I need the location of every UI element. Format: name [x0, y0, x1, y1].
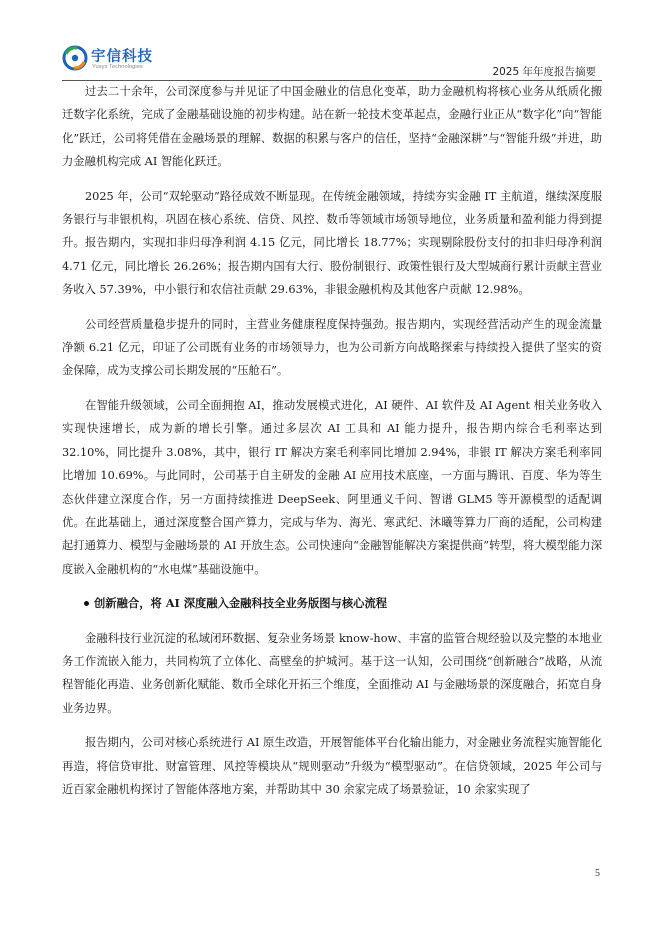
logo-mark-icon — [62, 45, 88, 71]
page-number: 5 — [595, 868, 600, 879]
paragraph: 金融科技行业沉淀的私域闭环数据、复杂业务场景 know-how、丰富的监管合规经验以及完整的本地业务工作流嵌入能力，共同构筑了立体化、高壁垒的护城河。基于这一认知，公司围绕“创新融合”战略，从流程智能化再造、业务创新化赋能、数币全球化开拓三个维度，全面推动 AI 与金融场景的深度融合，拓宽自身业务边界。 — [62, 631, 602, 715]
paragraph: 2025 年，公司“双轮驱动”路径成效不断显现。在传统金融领域，持续夯实金融 IT 主航道，继续深度服务银行与非银机构，巩固在核心系统、信贷、风控、数币等领域市场领导地位，业务质量和盈利能力得到提升。报告期内，实现扣非归母净利润 4.15 亿元，同比增长 18.77%；实现剔除股份支付的扣非归母净利润 4.71 亿元，同比增长 26.26%；报告期内国有大行、股份制银行、政策性银行及大型城商行累计贡献主营业务收入 57.39%，中小银行和农信社贡献 29.63%，非银金融机构及其他客户贡献 12.98%。 — [62, 189, 602, 297]
paragraph: 过去二十余年，公司深度参与并见证了中国金融业的信息化变革，助力金融机构将核心业务从纸质化搬迁数字化系统，完成了金融基础设施的初步构建。站在新一轮技术变革起点，金融行业正从“数字化”向“智能化”跃迁，公司将凭借在金融场景的理解、数据的积累与客户的信任，坚持“金融深耕”与“智能升级”并进，助力金融机构完成 AI 智能化跃迁。 — [62, 85, 602, 169]
bullet-heading — [62, 592, 602, 615]
paragraph: 在智能升级领域，公司全面拥抱 AI，推动发展模式进化，AI 硬件、AI 软件及 AI Agent 相关业务收入实现快速增长，成为新的增长引擎。通过多层次 AI 工具和 AI 能力提升，报告期内综合毛利率达到 32.10%，同比提升 3.08%，其中，银行 IT 解决方案毛利率同比增加 2.94%，非银 IT 解决方案毛利率同比增加 10.69%。与此同时，公司基于自主研发的金融 AI 应用技术底座，一方面与腾讯、百度、华为等生态伙伴建立深度合作，另一方面持续推进 DeepSeek、阿里通义千问、智谱 GLM5 等开源模型的适配调优。在此基础上，通过深度整合国产算力，完成与华为、海光、寒武纪、沐曦等算力厂商的适配，公司构建起打通算力、模型与金融场景的 AI 开放生态。公司快速向“金融智能解决方案提供商”转型，将大模型能力深度嵌入金融机构的“水电煤”基础设施中。 — [62, 398, 602, 576]
body-content — [62, 80, 602, 801]
logo-english-name: Yusys Technologies — [92, 64, 143, 70]
paragraph: 报告期内，公司对核心系统进行 AI 原生改造，开展智能体平台化输出能力，对金融业务流程实施智能化再造，将信贷审批、财富管理、风控等模块从“规则驱动”升级为“模型驱动”。在信贷领域，2025 年公司与近百家金融机构探讨了智能体落地方案，并帮助其中 30 余家完成了场景验证，10 余家实现了 — [62, 736, 602, 796]
report-title: 2025 年年度报告摘要 — [492, 66, 596, 78]
page-header — [62, 44, 602, 80]
logo-chinese-name: 宇信科技 — [91, 49, 153, 65]
bullet-icon — [84, 601, 89, 606]
paragraph: 公司经营质量稳步提升的同时，主营业务健康程度保持强劲。报告期内，实现经营活动产生的现金流量净额 6.21 亿元，印证了公司既有业务的市场领导力，也为公司新方向战略探索与持续投入提供了坚实的资金保障，成为支撑公司长期发展的“压舱石”。 — [62, 317, 602, 378]
bullet-heading-text: 创新融合，将 AI 深度融入金融科技全业务版图与核心流程 — [94, 596, 388, 611]
company-logo — [62, 44, 182, 74]
